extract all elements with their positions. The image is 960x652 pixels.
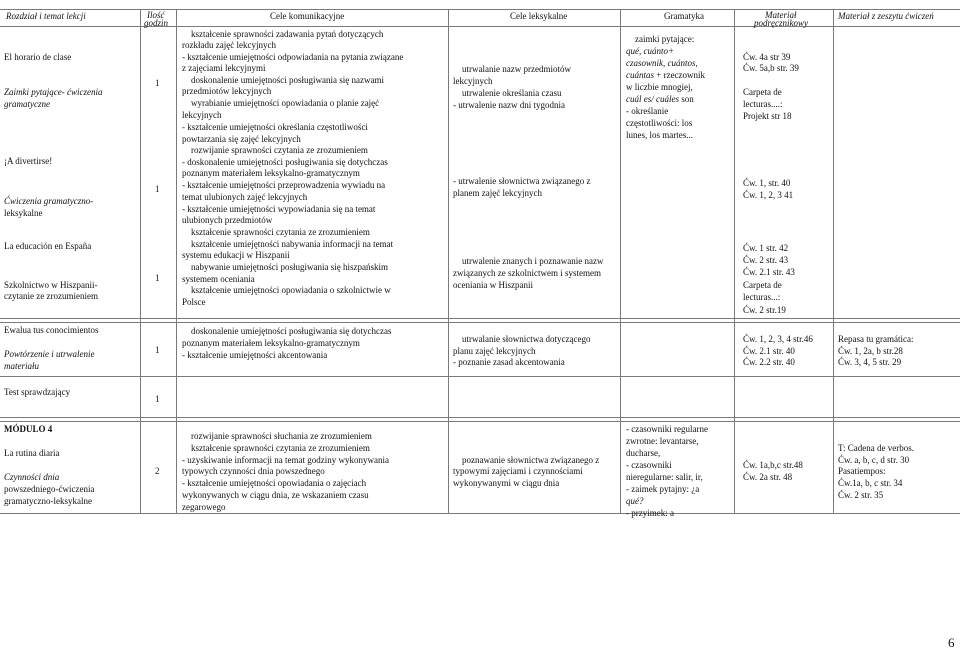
comm-line: nabywanie umiejętności posługiwania się hiszpańskim (191, 262, 388, 272)
lex-line: utrwalenie określania czasu (462, 88, 562, 98)
hours-cell: 1 (155, 273, 160, 283)
lex-line: poznawanie słownictwa związanego z (462, 455, 600, 465)
gram-line: - określanie (626, 106, 669, 116)
header-hours-2: godzin (144, 18, 169, 28)
comm-line: - kształcenie umiejętności przeprowadzenia wywiadu na (182, 180, 386, 190)
header-hours-1: Ilość (147, 10, 165, 20)
textbook-line: Ćw. 4a str 39 (743, 52, 791, 62)
hours-cell: 1 (155, 345, 160, 355)
hours-cell: 2 (155, 466, 160, 476)
comm-line: doskonalenie umiejętności posługiwania się nazwami (191, 75, 384, 85)
comm-line: doskonalenie umiejętności posługiwania się dotychczas (191, 326, 392, 336)
topic-rutina: La rutina diaria (4, 448, 60, 458)
textbook-line: Ćw. 2.2 str. 40 (743, 357, 795, 367)
topic-ewalua: Ewalua tus conocimientos (4, 325, 99, 335)
lex-line: utrwalenie znanych i poznawanie nazw (462, 256, 604, 266)
gram-word: son (679, 94, 694, 104)
gram-line: lunes, los martes... (626, 130, 693, 140)
comm-line: Polsce (182, 297, 206, 307)
gram-line: - czasowniki regularne (626, 424, 708, 434)
textbook-line: Ćw. 1, 2, 3 41 (743, 190, 794, 200)
topic-czynnosci-2: powszedniego-ćwiczenia (4, 484, 95, 494)
header-lexical: Cele leksykalne (510, 11, 568, 21)
row-border-1b (0, 322, 960, 323)
gram-line: qué, cuánto+ (626, 46, 675, 56)
comm-line: - doskonalenie umiejętności posługiwania się dotychczas (182, 157, 388, 167)
comm-line: poznanym materiałem leksykalno-gramatycznym (182, 338, 360, 348)
col-border-5 (734, 9, 735, 514)
topic-czynnosci-3: gramatyczno-leksykalne (4, 496, 92, 506)
topic-horario: El horario de clase (4, 52, 72, 62)
workbook-line: Repasa tu gramática: (838, 334, 914, 344)
col-border-1 (140, 9, 141, 514)
gram-line: - czasowniki (626, 460, 672, 470)
topic-cwiczenia-2: leksykalne (4, 208, 43, 218)
row-border-3b (0, 421, 960, 422)
lex-line: - poznanie zasad akcentowania (453, 357, 565, 367)
textbook-line: lecturas...: (743, 292, 781, 302)
workbook-line: Ćw. 1, 2a, b str.28 (838, 346, 903, 356)
topic-szkolnictwo: Szkolnictwo w Hiszpanii- (4, 280, 98, 290)
header-textbook-2: podręcznikowy (754, 18, 808, 28)
comm-line: systemem oceniania (182, 274, 255, 284)
comm-line: przedmiotów lekcyjnych (182, 86, 272, 96)
gram-word: cuál es/ cuáles (626, 94, 679, 104)
lex-line: planu zajęć lekcyjnych (453, 346, 536, 356)
comm-line: ulubionych przedmiotów (182, 215, 273, 225)
lex-line: planem zajęć lekcyjnych (453, 188, 542, 198)
topic-educacion: La educación en España (4, 241, 92, 251)
header-workbook: Materiał z zeszytu ćwiczeń (838, 11, 934, 21)
comm-line: wyrabianie umiejętności opowiadania o planie zajęć (191, 98, 380, 108)
textbook-line: Ćw. 1, str. 40 (743, 178, 791, 188)
row-border-2 (0, 376, 960, 377)
gram-line: - zaimek pytajny: ¿a (626, 484, 700, 494)
col-border-3 (448, 9, 449, 514)
comm-line: temat ulubionych zajęć lekcyjnych (182, 192, 308, 202)
gram-line: zaimki pytające: (635, 34, 695, 44)
lex-line: oceniania w Hiszpanii (453, 280, 533, 290)
topic-cwiczenia: Ćwiczenia gramatyczno- (4, 196, 94, 206)
comm-line: typowych czynności dnia powszednego (182, 466, 325, 476)
comm-line: - kształcenie umiejętności opowiadania o zajęciach (182, 478, 367, 488)
workbook-line: Pasatiempos: (838, 466, 886, 476)
comm-line: systemu edukacji w Hiszpanii (182, 250, 290, 260)
gram-word: cuántas (626, 70, 654, 80)
lex-line: utrwalanie nazw przedmiotów (462, 64, 571, 74)
gram-line: nieregularne: salir, ir, (626, 472, 703, 482)
row-border-3 (0, 417, 960, 418)
textbook-line: Ćw. 2 str. 43 (743, 255, 789, 265)
textbook-line: Ćw. 1 str. 42 (743, 243, 789, 253)
comm-line: powtarzania się zajęć lekcyjnych (182, 134, 301, 144)
lex-line: wykonywanymi w ciągu dnia (453, 478, 560, 488)
comm-line: kształcenie umiejętności opowiadania o szkolnictwie w (191, 285, 391, 295)
topic-divertirse: ¡A divertirse! (4, 156, 53, 166)
lex-line: - utrwalenie nazw dni tygodnia (453, 100, 565, 110)
workbook-line: Ćw.1a, b, c str. 34 (838, 478, 903, 488)
gram-line: zwrotne: levantarse, (626, 436, 699, 446)
comm-line: z zajęciami lekcyjnymi (182, 63, 266, 73)
workbook-line: Ćw. 3, 4, 5 str. 29 (838, 357, 902, 367)
textbook-line: Ćw. 2.1 str. 43 (743, 267, 795, 277)
gram-line: czasownik, cuántos, (626, 58, 698, 68)
comm-line: kształcenie umiejętności nabywania informacji na temat (191, 239, 394, 249)
topic-szkolnictwo-2: czytanie ze zrozumieniem (4, 291, 98, 301)
header-topic: Rozdział i temat lekcji (6, 11, 86, 21)
topic-powtorzenie-2: materiału (4, 361, 39, 371)
textbook-line: Projekt str 18 (743, 111, 792, 121)
row-border-1 (0, 318, 960, 319)
comm-line: kształcenie sprawności zadawania pytań dotyczących (191, 29, 384, 39)
textbook-line: Carpeta de (743, 87, 782, 97)
lex-line: związanych ze szkolnictwem i systemem (453, 268, 601, 278)
comm-line: wykonywanych w ciągu dnia, ze wskazaniem czasu (182, 490, 369, 500)
textbook-line: Ćw. 5a,b str. 39 (743, 63, 799, 73)
textbook-line: Ćw. 2.1 str. 40 (743, 346, 795, 356)
comm-line: poznanym materiałem leksykalno-gramatycznym (182, 168, 360, 178)
lex-line: lekcyjnych (453, 76, 493, 86)
header-grammar: Gramatyka (664, 11, 704, 21)
topic-czynnosci: Czynności dnia (4, 472, 60, 482)
textbook-line: Ćw. 2a str. 48 (743, 472, 793, 482)
comm-line: - kształcenie umiejętności wypowiadania się na temat (182, 204, 376, 214)
table-top-border (0, 9, 960, 10)
textbook-line: Carpeta de (743, 280, 782, 290)
textbook-line: Ćw. 2 str.19 (743, 305, 786, 315)
workbook-line: T: Cadena de verbos. (838, 443, 915, 453)
gram-line (626, 70, 705, 81)
col-border-6 (833, 9, 834, 514)
topic-modulo: MÓDULO 4 (4, 424, 53, 434)
workbook-line: Ćw. a, b, c, d str. 30 (838, 455, 910, 465)
comm-line: - uzyskiwanie informacji na temat godziny wykonywania (182, 455, 389, 465)
page-number: 6 (948, 635, 955, 650)
textbook-line: lecturas....: (743, 99, 783, 109)
gram-line (626, 94, 694, 105)
header-communicative: Cele komunikacyjne (270, 11, 345, 21)
comm-line: rozwijanie sprawności czytania ze zrozumieniem (191, 145, 368, 155)
hours-cell: 1 (155, 78, 160, 88)
topic-powtorzenie: Powtórzenie i utrwalenie (4, 349, 95, 359)
comm-line: lekcyjnych (182, 110, 222, 120)
gram-line: ducharse, (626, 448, 661, 458)
topic-zaimki-2: gramatyczne (4, 99, 50, 109)
textbook-line: Ćw. 1a,b,c str.48 (743, 460, 803, 470)
topic-zaimki: Zaimki pytające- ćwiczenia (4, 87, 103, 97)
comm-line: - kształcenie umiejętności określania częstotliwości (182, 122, 368, 132)
gram-line: w liczbie mnogiej, (626, 82, 693, 92)
topic-test: Test sprawdzający (4, 387, 71, 397)
row-border-4 (0, 513, 960, 514)
col-border-2 (176, 9, 177, 514)
gram-word: + rzeczownik (654, 70, 706, 80)
workbook-line: Ćw. 2 str. 35 (838, 490, 884, 500)
textbook-line: Ćw. 1, 2, 3, 4 str.46 (743, 334, 813, 344)
gram-line: - przyimek: a (626, 508, 674, 518)
lex-line: utrwalanie słownictwa dotyczącego (462, 334, 591, 344)
header-textbook-1: Materiał (765, 10, 797, 20)
hours-cell: 1 (155, 184, 160, 194)
comm-line: - kształcenie umiejętności odpowiadania na pytania związane (182, 52, 404, 62)
comm-line: kształcenie sprawności czytania ze zrozumieniem (191, 227, 370, 237)
comm-line: zegarowego (182, 502, 226, 512)
comm-line: rozkładu zajęć lekcyjnych (182, 40, 276, 50)
comm-line: rozwijanie sprawności słuchania ze zrozumieniem (191, 431, 372, 441)
lex-line: - utrwalenie słownictwa związanego z (453, 176, 591, 186)
lex-line: typowymi zajęciami i czynnościami (453, 466, 583, 476)
col-border-4 (620, 9, 621, 514)
gram-line: częstotliwości: los (626, 118, 693, 128)
hours-cell: 1 (155, 394, 160, 404)
comm-line: - kształcenie umiejętności akcentowania (182, 350, 328, 360)
comm-line: kształcenie sprawności czytania ze zrozumieniem (191, 443, 370, 453)
gram-line: qué? (626, 496, 644, 506)
